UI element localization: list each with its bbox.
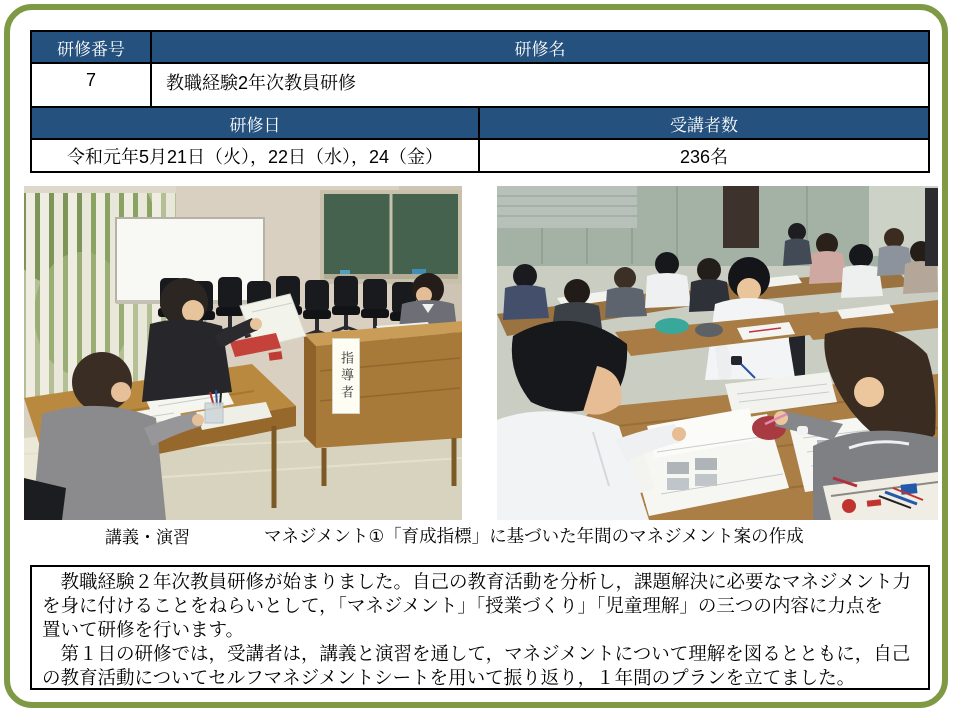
description-box [30,565,930,690]
header-participants: 受講者数 [480,108,928,138]
table-header-row-1 [32,32,928,62]
pencil-case [823,472,938,520]
description-line: の教育活動についてセルフマネジメントシートを用いて振り返り，１年間のプランを立てました。 [42,667,856,688]
header-training-date: 研修日 [32,108,480,138]
header-training-name: 研修名 [152,32,928,62]
table-data-row-1 [32,62,928,106]
description-line: 第１日の研修では，受講者は，講義と演習を通して，マネジメントについて理解を図るとともに，自己 [42,643,911,664]
training-name-value: 教職経験2年次教員研修 [166,73,357,93]
training-number-value: 7 [32,64,152,106]
training-date-value: 令和元年5月21日（火），22日（水），24（金） [32,140,480,171]
photo-right-scene [497,186,938,520]
caption-left: 講義・演習 [105,528,190,547]
table-data-row-2 [32,138,928,171]
description-line: 教職経験２年次教員研修が始まりました。自己の教育活動を分析し，課題解決に必要なマネジメント力 [42,571,911,592]
description-line: を身に付けることをねらいとして，「マネジメント」「授業づくり」「児童理解」の三つの内容に力点を [42,595,883,616]
table-header-row-2 [32,106,928,138]
photo-classroom-interview [24,186,462,520]
chalkboard [320,190,462,284]
photo-left-scene [24,186,462,520]
training-info-table [30,30,930,173]
description-line: 置いて研修を行います。 [42,619,245,640]
instructor-sign: 指導者 [332,338,360,414]
caption-right: マネジメント①「育成指標」に基づいた年間のマネジメント案の作成 [264,526,804,546]
caption-row [0,523,960,549]
photo-group-work [497,186,938,520]
header-training-number: 研修番号 [32,32,152,62]
participants-value: 236名 [679,146,729,167]
